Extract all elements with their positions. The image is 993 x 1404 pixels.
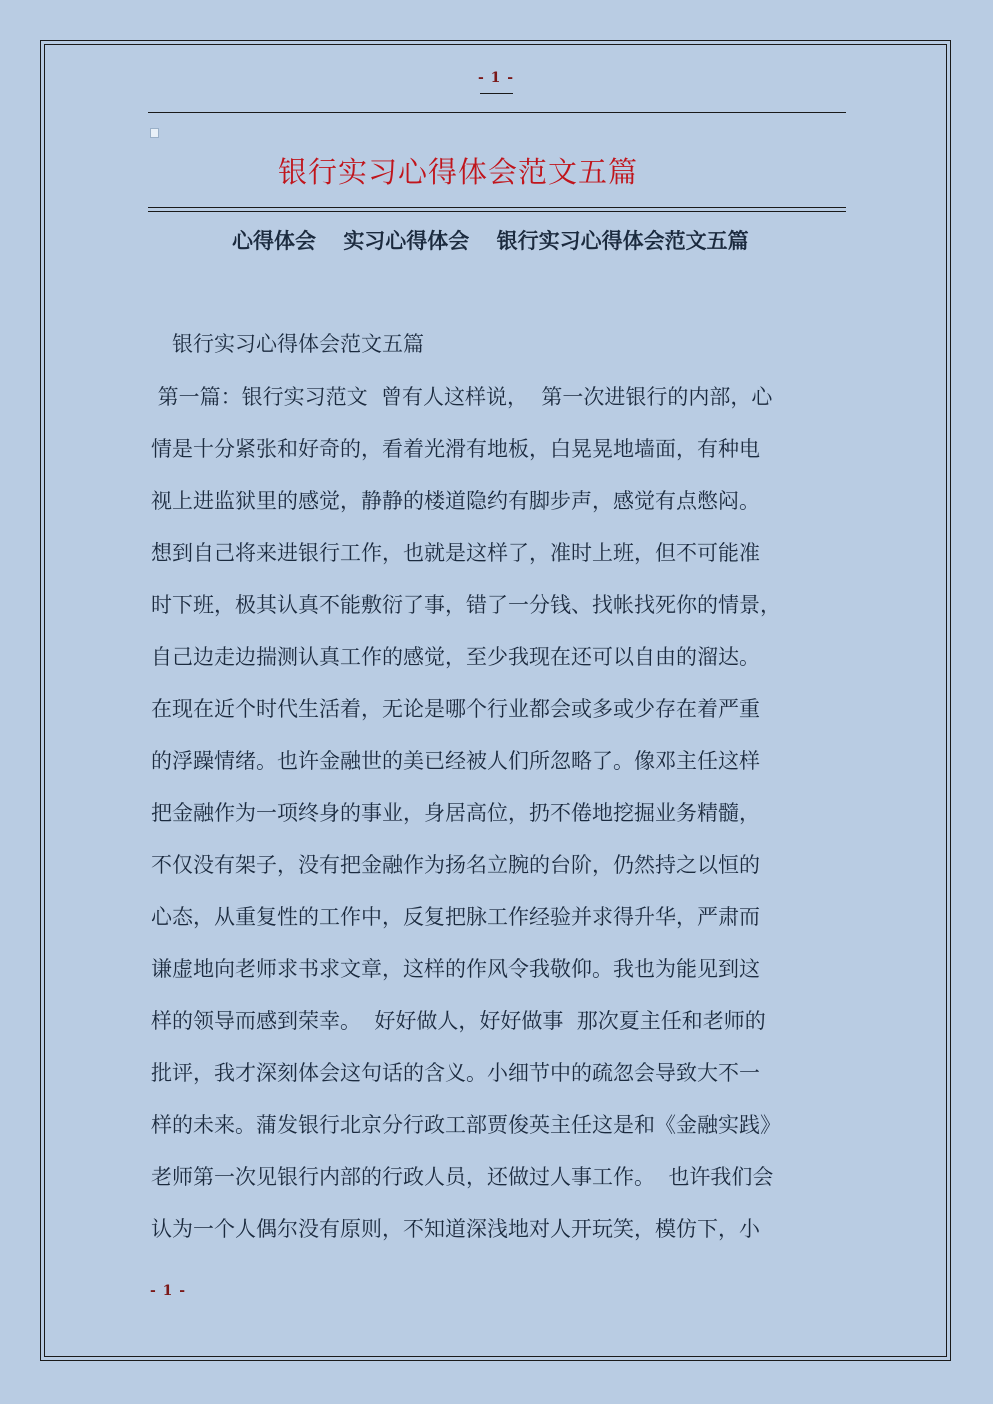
body-line: 老师第一次见银行内部的行政人员，还做过人事工作。 也许我们会 bbox=[151, 1165, 774, 1189]
body-line: 第一篇：银行实习范文 曾有人这样说， 第一次进银行的内部，心 bbox=[151, 385, 773, 409]
body-line: 在现在近个时代生活着，无论是哪个行业都会或多或少存在着严重 bbox=[151, 697, 760, 721]
body-line: 不仅没有架子，没有把金融作为扬名立腕的台阶，仍然持之以恒的 bbox=[151, 853, 760, 877]
footer-page-number: - 1 - bbox=[150, 1283, 187, 1299]
body-line: 心态，从重复性的工作中，反复把脉工作经验并求得升华，严肃而 bbox=[151, 905, 760, 929]
body-line: 谦虚地向老师求书求文章，这样的作风令我敬仰。我也为能见到这 bbox=[151, 957, 760, 981]
tag-item: 银行实习心得体会范文五篇 bbox=[496, 228, 749, 253]
body-line: 想到自己将来进银行工作，也就是这样了，准时上班，但不可能准 bbox=[151, 541, 760, 565]
body-line: 样的未来。蒲发银行北京分行政工部贾俊英主任这是和《金融实践》 bbox=[151, 1113, 781, 1137]
header-page-underline bbox=[480, 93, 513, 94]
body-line: 时下班，极其认真不能敷衍了事，错了一分钱、找帐找死你的情景， bbox=[151, 593, 781, 617]
body-line: 把金融作为一项终身的事业，身居高位，扔不倦地挖掘业务精髓， bbox=[151, 801, 760, 825]
body-line: 批评，我才深刻体会这句话的含义。小细节中的疏忽会导致大不一 bbox=[151, 1061, 760, 1085]
body-line: 的浮躁情绪。也许金融世的美已经被人们所忽略了。像邓主任这样 bbox=[151, 749, 760, 773]
body-line: 认为一个人偶尔没有原则，不知道深浅地对人开玩笑，模仿下，小 bbox=[151, 1217, 760, 1241]
header-rule bbox=[148, 112, 846, 113]
tag-item: 心得体会 bbox=[232, 228, 316, 253]
body-line: 样的领导而感到荣幸。 好好做人，好好做事 那次夏主任和老师的 bbox=[151, 1009, 766, 1033]
tag-list bbox=[232, 225, 769, 255]
content-heading: 银行实习心得体会范文五篇 bbox=[172, 332, 424, 356]
title-rule-bottom bbox=[148, 211, 846, 212]
tag-item: 实习心得体会 bbox=[343, 228, 470, 253]
header-page-number: - 1 - bbox=[477, 70, 515, 86]
body-line: 视上进监狱里的感觉，静静的楼道隐约有脚步声，感觉有点憋闷。 bbox=[151, 489, 760, 513]
title-rule-top bbox=[148, 207, 846, 208]
body-line: 自己边走边揣测认真工作的感觉，至少我现在还可以自由的溜达。 bbox=[151, 645, 760, 669]
document-icon bbox=[150, 128, 159, 138]
document-title: 银行实习心得体会范文五篇 bbox=[277, 155, 638, 189]
body-line: 情是十分紧张和好奇的，看着光滑有地板，白晃晃地墙面，有种电 bbox=[151, 437, 760, 461]
body-text bbox=[151, 371, 843, 1255]
